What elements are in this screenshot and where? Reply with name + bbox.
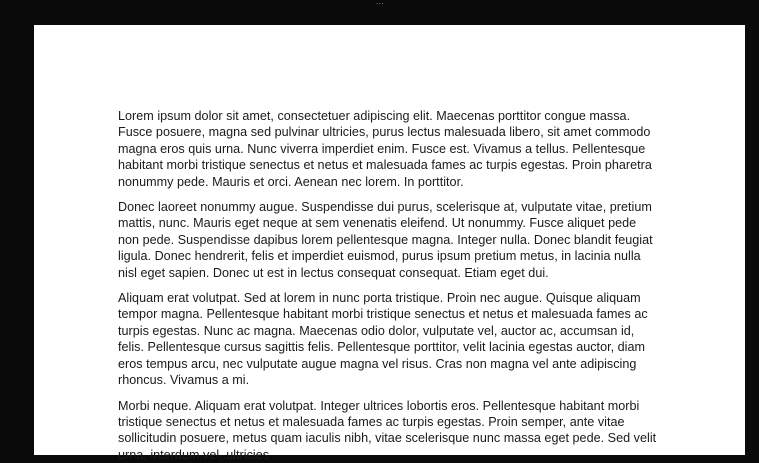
paragraph-2[interactable]: Donec laoreet nonummy augue. Suspendisse dui purus, scelerisque at, vulputate vitae, pretium mattis, nunc. Mauris eget neque at sem venenatis eleifend. Ut nonummy. Fusce aliquet pede non pede. Suspendisse dapibus lorem pellentesque magna. Integer nulla. Donec blandit feugiat ligula. Donec hendrerit, felis et imperdiet euismod, purus ipsum pretium metus, in lacinia nulla nisl eget sapien. Donec ut est in lectus consequat consequat. Etiam eget dui. (118, 199, 659, 281)
paragraph-4[interactable]: Morbi neque. Aliquam erat volutpat. Integer ultrices lobortis eros. Pellentesque habitant morbi tristique senectus et netus et malesuada fames ac turpis egestas. Proin semper, ante vitae sollicitudin posuere, metus quam iaculis nibh, vitae scelerisque nunc massa eget pede. Sed velit urna, interdum vel, ultricies (118, 398, 659, 463)
paragraph-1[interactable]: Lorem ipsum dolor sit amet, consectetuer adipiscing elit. Maecenas porttitor congue massa. Fusce posuere, magna sed pulvinar ultricies, purus lectus malesuada libero, sit amet commodo magna eros quis urna. Nunc viverra imperdiet enim. Fusce est. Vivamus a tellus. Pellentesque habitant morbi tristique senectus et netus et malesuada fames ac turpis egestas. Proin pharetra nonummy pede. Mauris et orci. Aenean nec lorem. In porttitor. (118, 108, 659, 190)
window-top-bar (0, 0, 759, 25)
document-body[interactable] (118, 108, 659, 463)
document-page[interactable] (34, 25, 745, 455)
more-options-icon[interactable]: ⋯ (372, 0, 388, 8)
paragraph-3[interactable]: Aliquam erat volutpat. Sed at lorem in nunc porta tristique. Proin nec augue. Quisque aliquam tempor magna. Pellentesque habitant morbi tristique senectus et netus et malesuada fames ac turpis egestas. Nunc ac magna. Maecenas odio dolor, vulputate vel, auctor ac, accumsan id, felis. Pellentesque cursus sagittis felis. Pellentesque porttitor, velit lacinia egestas auctor, diam eros tempus arcu, nec vulputate augue magna vel risus. Cras non magna vel ante adipiscing rhoncus. Vivamus a mi. (118, 290, 659, 388)
